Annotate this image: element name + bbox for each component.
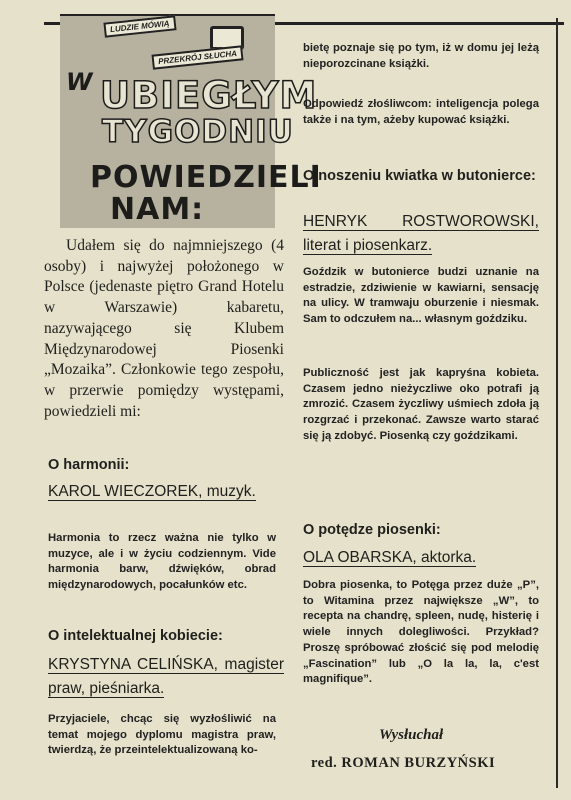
intro-text: Udałem się do najmniejszego (4 osoby) i najwyżej położonego w Polsce (jedenaste piętro Grand Hotelu w Warszawie) kabaretu, nazywającego się Klubem Międzynarodowej Piosenki „Mozaika”. Członkowie tego zespołu, w przerwie pomiędzy występami, powiedzieli mi: bbox=[44, 237, 284, 420]
text-kwiatek-1: Goździk w butonierce budzi uznanie na estradzie, zdziwienie w kawiarni, sensację na ulicy. W tramwaju oburzenie i niesmak. Sam to odczułem na... własnym goździku. bbox=[303, 266, 539, 326]
reply-kobieta: Odpowiedź złośliwcom: inteligencja polega także i na tym, ażeby kupować książki. bbox=[303, 98, 539, 126]
header-line2: TYGODNIU bbox=[102, 114, 294, 150]
section-title-kobieta: O intelektualnej kobiecie: bbox=[48, 628, 223, 644]
section-title-piosenka: O potędze piosenki: bbox=[303, 522, 441, 538]
text-kobieta-part2: bietę poznaje się po tym, iż w domu jej leżą nieporozcinane książki. bbox=[303, 42, 539, 70]
right-rule bbox=[556, 18, 558, 788]
section-title-kwiatek: O noszeniu kwiatka w butonierce: bbox=[303, 168, 536, 184]
column-header-graphic bbox=[60, 14, 322, 228]
section-title-harmonia: O harmonii: bbox=[48, 457, 130, 473]
header-w: W bbox=[66, 68, 93, 96]
person-kobieta: KRYSTYNA CELIŃSKA, magister praw, pieśniarka. bbox=[48, 656, 284, 697]
person-piosenka: OLA OBARSKA, aktorka. bbox=[303, 549, 477, 566]
signature-heard: Wysłuchał bbox=[379, 727, 444, 743]
header-tag-mid: PRZEKRÓJ SŁUCHA bbox=[151, 45, 243, 69]
text-piosenka: Dobra piosenka, to Potęga przez duże „P”, to Witamina przez największe „W”, to recepta na chandrę, spleen, nudę, histerię i wiele innych dolegliwości. Przykład? Proszę spróbować złościć się pod melodię „Fascination” lub „O la la, la, c'est magnifique”. bbox=[303, 579, 539, 686]
person-kwiatek: HENRYK ROSTWOROWSKI, literat i piosenkarz. bbox=[303, 213, 539, 254]
header-line3: POWIEDZIELI bbox=[90, 160, 322, 195]
header-tag-top: LUDZIE MÓWIĄ bbox=[103, 15, 176, 37]
header-line1: UBIEGŁYM bbox=[100, 74, 318, 117]
text-kobieta-part1: Przyjaciele, chcąc się wyzłośliwić na temat mojego dyplomu magistra praw, twierdzą, że przeintelektualizowaną ko- bbox=[48, 713, 276, 757]
text-kwiatek-2: Publiczność jest jak kapryśna kobieta. Czasem jedno nieżyczliwe oko potrafi ją zmrozić. Czasem życzliwy uśmiech zdoła ją rozgrzać i przekonać. Zawsze warto starać się ją zdobyć. Piosenką czy goździkami. bbox=[303, 367, 539, 442]
person-harmonia: KAROL WIECZOREK, muzyk. bbox=[48, 483, 256, 500]
signature-author: red. ROMAN BURZYŃSKI bbox=[311, 755, 496, 771]
header-line4: NAM: bbox=[110, 192, 205, 227]
text-harmonia: Harmonia to rzecz ważna nie tylko w muzyce, ale i w życiu codziennym. Vide harmonia barw, dźwięków, obrad międzynarodowych, pocałunków etc. bbox=[48, 532, 276, 592]
